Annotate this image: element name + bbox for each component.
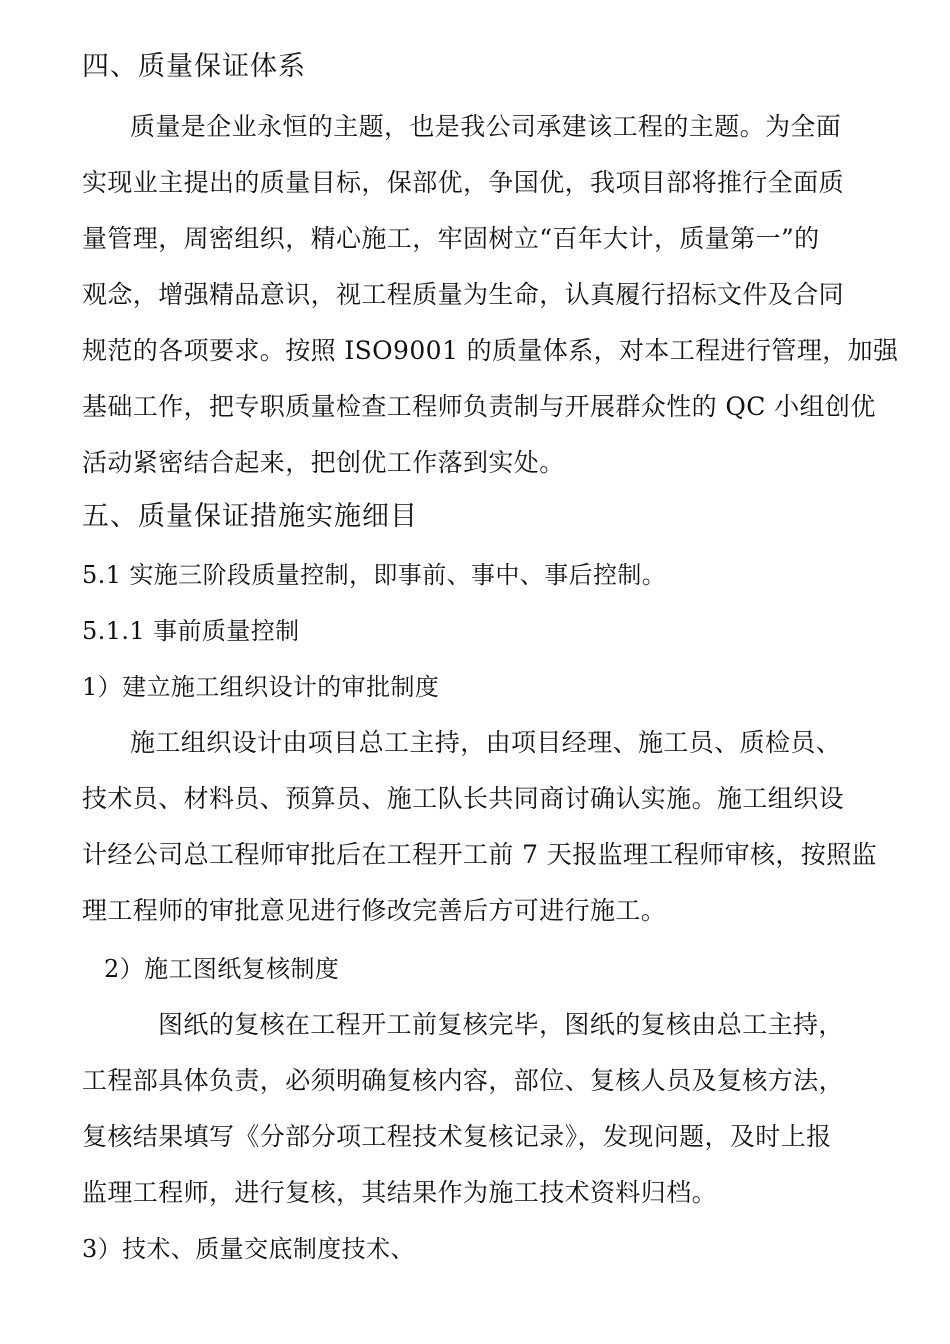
paragraph-line: 基础工作，把专职质量检查工程师负责制与开展群众性的 QC 小组创优 — [82, 392, 876, 421]
paragraph-line: 活动紧密结合起来，把创优工作落到实处。 — [82, 448, 565, 477]
paragraph-line: 量管理，周密组织，精心施工，牢固树立“百年大计，质量第一”的 — [82, 224, 820, 253]
paragraph-line: 复核结果填写《分部分项工程技术复核记录》，发现问题，及时上报 — [82, 1122, 832, 1151]
subitem-3-title: 3）技术、质量交底制度技术、 — [82, 1235, 415, 1263]
subitem-2-title: 2）施工图纸复核制度 — [104, 955, 340, 983]
paragraph-line: 质量是企业永恒的主题，也是我公司承建该工程的主题。为全面 — [130, 112, 842, 141]
item-5-1-1: 5.1.1 事前质量控制 — [82, 617, 300, 645]
section-4-heading: 四、质量保证体系 — [82, 51, 306, 82]
paragraph-line: 实现业主提出的质量目标，保部优，争国优，我项目部将推行全面质 — [82, 168, 845, 197]
paragraph-line: 观念，增强精品意识，视工程质量为生命，认真履行招标文件及合同 — [82, 280, 845, 309]
paragraph-line: 图纸的复核在工程开工前复核完毕，图纸的复核由总工主持， — [158, 1010, 844, 1039]
paragraph-line: 工程部具体负责，必须明确复核内容，部位、复核人员及复核方法， — [82, 1066, 845, 1095]
item-5-1: 5.1 实施三阶段质量控制，即事前、事中、事后控制。 — [82, 561, 667, 589]
paragraph-line: 技术员、材料员、预算员、施工队长共同商讨确认实施。施工组织设 — [82, 784, 845, 813]
paragraph-line: 计经公司总工程师审批后在工程开工前 7 天报监理工程师审核，按照监 — [82, 840, 878, 869]
section-5-heading: 五、质量保证措施实施细目 — [82, 501, 418, 532]
paragraph-line: 监理工程师，进行复核，其结果作为施工技术资料归档。 — [82, 1178, 718, 1207]
paragraph-line: 施工组织设计由项目总工主持，由项目经理、施工员、质检员、 — [130, 728, 842, 757]
subitem-1-title: 1）建立施工组织设计的审批制度 — [82, 673, 440, 701]
paragraph-line: 规范的各项要求。按照 ISO9001 的质量体系，对本工程进行管理，加强 — [82, 336, 899, 365]
paragraph-line: 理工程师的审批意见进行修改完善后方可进行施工。 — [82, 896, 667, 925]
